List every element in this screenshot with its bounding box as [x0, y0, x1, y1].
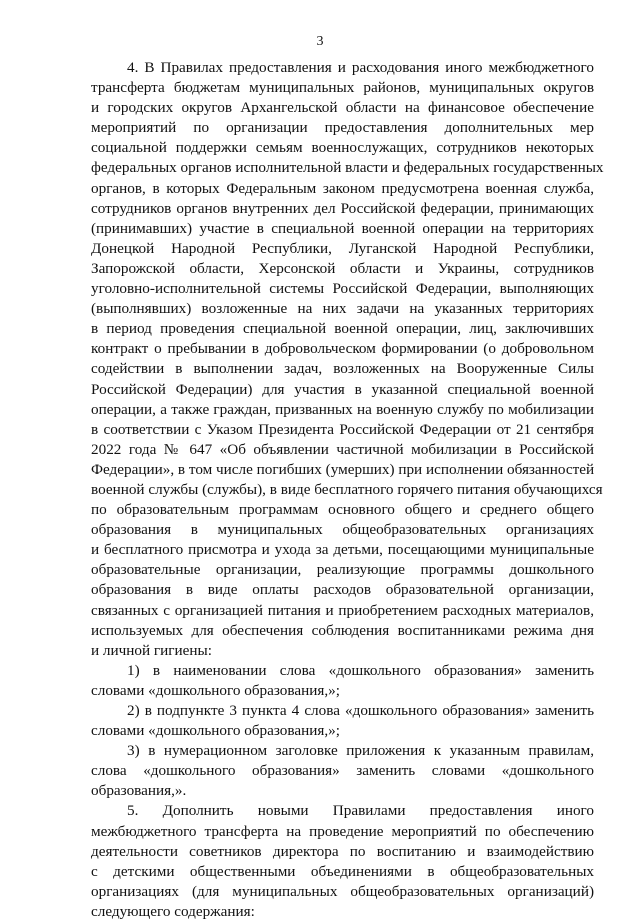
text-line: федеральных органов исполнительной власти и федеральных государственных	[91, 159, 604, 177]
text-line: Запорожской области, Херсонской области и Украины, сотрудников	[91, 259, 594, 277]
text-line: и городских округов Архангельской области на финансовое обеспечение	[91, 99, 594, 117]
text-line: Донецкой Народной Республики, Луганской Народной Республики,	[91, 239, 594, 257]
text-line: уголовно-исполнительной системы Российской Федерации, выполняющих	[91, 280, 594, 298]
text-line: образовательные организации, реализующие программы дошкольного	[91, 561, 594, 579]
page-number: 3	[316, 34, 324, 49]
document-body	[91, 58, 604, 922]
text-line: 2) в подпункте 3 пункта 4 слова «дошкольного образования» заменить	[127, 702, 594, 719]
text-line: органов, в которых Федеральным законом предусмотрена военная служба,	[91, 179, 594, 197]
text-line: 3) в нумерационном заголовке приложения к указанным правилам,	[127, 742, 594, 760]
text-line: и бесплатного присмотра и ухода за детьми, посещающими муниципальные	[91, 541, 594, 559]
text-line: Федерации», в том числе погибших (умерших) при исполнении обязанностей	[91, 460, 595, 478]
text-line: словами «дошкольного образования,»;	[91, 681, 340, 699]
text-line: сотрудников органов внутренних дел Российской федерации, принимающих	[91, 199, 594, 217]
text-line: социальной поддержки семьям военнослужащих, сотрудников некоторых	[91, 139, 594, 157]
text-line: Российской Федерации) для участия в указанной специальной военной	[91, 380, 594, 398]
text-line: 1) в наименовании слова «дошкольного образования» заменить	[127, 661, 594, 679]
text-line: содействии в выполнении задач, возложенных на Вооруженные Силы	[91, 360, 594, 378]
text-line: словами «дошкольного образования,»;	[91, 722, 340, 740]
text-line: 2022 года № 647 «Об объявлении частичной мобилизации в Российской	[91, 440, 594, 458]
text-line: (выполнявших) возложенные на них задачи на указанных территориях	[91, 300, 594, 318]
text-line: 5. Дополнить новыми Правилами предоставления иного	[127, 802, 594, 820]
text-line: 4. В Правилах предоставления и расходования иного межбюджетного	[127, 59, 594, 76]
text-line: по образовательным программам основного общего и среднего общего	[91, 501, 594, 519]
text-line: организациях (для муниципальных общеобразовательных организаций)	[91, 882, 594, 900]
text-line: (принимавших) участие в специальной военной операции на территориях	[91, 219, 594, 237]
text-line: военной службы (службы), в виде бесплатного горячего питания обучающихся	[91, 480, 603, 498]
text-line: деятельности советников директора по воспитанию и взаимодействию	[91, 842, 594, 860]
text-line: с детскими общественными объединениями в общеобразовательных	[91, 862, 594, 880]
text-line: мероприятий по организации предоставления дополнительных мер	[91, 119, 594, 137]
text-line: слова «дошкольного образования» заменить словами «дошкольного	[91, 762, 594, 780]
text-line: трансферта бюджетам муниципальных районов, муниципальных округов	[91, 79, 594, 97]
text-line: образования в виде оплаты расходов образовательной организации,	[91, 581, 594, 599]
text-line: используемых для обеспечения соблюдения воспитанниками режима дня	[91, 621, 594, 639]
text-line: и личной гигиены:	[91, 641, 212, 659]
text-line: связанных с организацией питания и приобретением расходных материалов,	[91, 601, 594, 619]
text-line: следующего содержания:	[91, 902, 255, 920]
text-line: образования,».	[91, 782, 187, 800]
text-line: в соответствии с Указом Президента Российской Федерации от 21 сентября	[91, 420, 594, 438]
text-line: образования в муниципальных общеобразовательных организациях	[91, 521, 594, 539]
text-line: в период проведения специальной военной операции, лиц, заключивших	[91, 320, 594, 338]
text-line: межбюджетного трансферта на проведение мероприятий по обеспечению	[91, 822, 594, 840]
text-line: контракт о пребывании в добровольческом формировании (о добровольном	[91, 340, 594, 358]
text-line: операции, а также граждан, призванных на военную службу по мобилизации	[91, 400, 594, 418]
